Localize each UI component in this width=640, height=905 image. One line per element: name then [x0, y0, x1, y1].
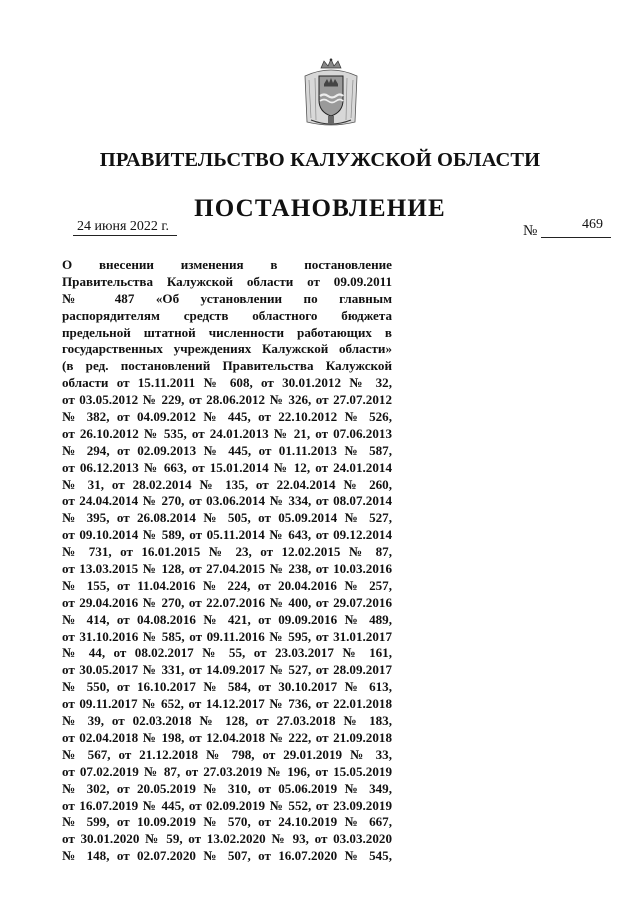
body-line: от 09.10.2014 № 589, от 05.11.2014 № 643, от 09.12.2014	[62, 527, 392, 543]
body-line: от 31.10.2016 № 585, от 09.11.2016 № 595, от 31.01.2017	[62, 628, 392, 644]
document-date: 24 июня 2022 г.	[77, 219, 170, 234]
body-line: № 31, от 28.02.2014 № 135, от 22.04.2014 № 260,	[62, 476, 392, 492]
body-line: от 29.04.2016 № 270, от 22.07.2016 № 400, от 29.07.2016	[62, 594, 392, 610]
body-line: № 487 «Об установлении по главным	[62, 290, 392, 306]
body-line: области от 15.11.2011 № 608, от 30.01.2012 № 32,	[62, 375, 392, 391]
body-line: государственных учреждениях Калужской области»	[62, 341, 392, 357]
body-line: от 30.05.2017 № 331, от 14.09.2017 № 527, от 28.09.2017	[62, 662, 392, 678]
coat-of-arms-icon	[301, 58, 361, 128]
body-line: № 44, от 08.02.2017 № 55, от 23.03.2017 № 161,	[62, 645, 392, 661]
body-line: № 731, от 16.01.2015 № 23, от 12.02.2015 № 87,	[62, 544, 392, 560]
body-line: О внесении изменения в постановление	[62, 257, 392, 272]
body-line: от 02.04.2018 № 198, от 12.04.2018 № 222, от 21.09.2018	[62, 729, 392, 745]
body-line: от 13.03.2015 № 128, от 27.04.2015 № 238, от 10.03.2016	[62, 561, 392, 577]
body-line: № 414, от 04.08.2016 № 421, от 09.09.2016 № 489,	[62, 611, 392, 627]
number-label: №	[523, 223, 538, 239]
body-line: № 294, от 02.09.2013 № 445, от 01.11.2013 № 587,	[62, 442, 392, 458]
body-line: предельной штатной численности работающих в	[62, 324, 392, 340]
body-line: от 16.07.2019 № 445, от 02.09.2019 № 552, от 23.09.2019	[62, 797, 392, 813]
body-line: от 30.01.2020 № 59, от 13.02.2020 № 93, от 03.03.2020	[62, 831, 392, 847]
body-line: № 395, от 26.08.2014 № 505, от 05.09.2014 № 527,	[62, 510, 392, 526]
body-line: № 599, от 10.09.2019 № 570, от 24.10.2019 № 667,	[62, 814, 392, 830]
date-field	[73, 219, 177, 236]
organization-title: ПРАВИТЕЛЬСТВО КАЛУЖСКОЙ ОБЛАСТИ	[99, 149, 541, 171]
body-line: распорядителям средств областного бюджета	[62, 307, 392, 323]
body-line: от 26.10.2012 № 535, от 24.01.2013 № 21, от 07.06.2013	[62, 425, 392, 441]
body-line: от 06.12.2013 № 663, от 15.01.2014 № 12, от 24.01.2014	[62, 459, 392, 475]
body-line: № 302, от 20.05.2019 № 310, от 05.06.2019 № 349,	[62, 780, 392, 796]
body-line: от 07.02.2019 № 87, от 27.03.2019 № 196, от 15.05.2019	[62, 763, 392, 779]
number-field	[541, 217, 611, 238]
body-line: (в ред. постановлений Правительства Калужской	[62, 358, 392, 374]
body-line: Правительства Калужской области от 09.09.2011	[62, 273, 392, 289]
document-title-block	[62, 257, 392, 865]
body-line: от 09.11.2017 № 652, от 14.12.2017 № 736, от 22.01.2018	[62, 696, 392, 712]
body-line: № 382, от 04.09.2012 № 445, от 22.10.2012 № 526,	[62, 409, 392, 425]
body-line: № 155, от 11.04.2016 № 224, от 20.04.2016 № 257,	[62, 577, 392, 593]
document-number: 469	[582, 217, 603, 232]
body-line: № 550, от 16.10.2017 № 584, от 30.10.2017 № 613,	[62, 679, 392, 695]
body-line: от 24.04.2014 № 270, от 03.06.2014 № 334, от 08.07.2014	[62, 493, 392, 509]
body-line: № 39, от 02.03.2018 № 128, от 27.03.2018 № 183,	[62, 713, 392, 729]
body-line: № 567, от 21.12.2018 № 798, от 29.01.2019 № 33,	[62, 746, 392, 762]
body-line: от 03.05.2012 № 229, от 28.06.2012 № 326, от 27.07.2012	[62, 392, 392, 408]
body-line: № 148, от 02.07.2020 № 507, от 16.07.2020 № 545,	[62, 848, 392, 864]
document-type-heading: ПОСТАНОВЛЕНИЕ	[194, 195, 446, 222]
